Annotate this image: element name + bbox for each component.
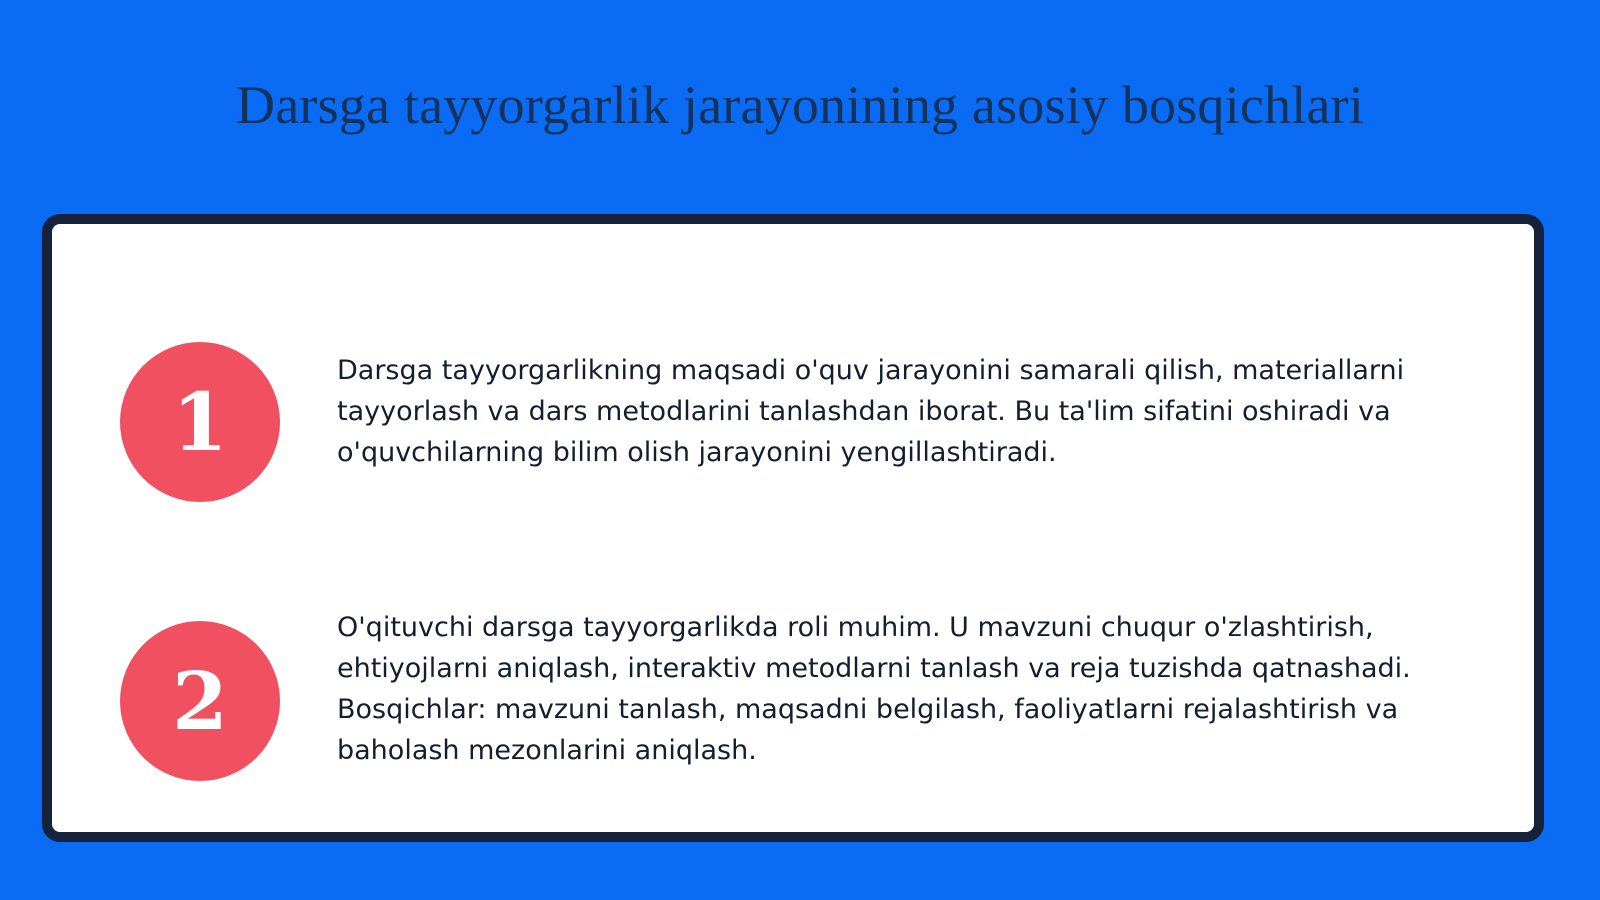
step-number-badge: 1 xyxy=(120,342,280,502)
step-number-badge: 2 xyxy=(120,621,280,781)
slide-title: Darsga tayyorgarlik jarayonining asosiy bosqichlari xyxy=(236,75,1364,135)
content-card xyxy=(42,214,1544,842)
step-description: Darsga tayyorgarlikning maqsadi o'quv jarayonini samarali qilish, materiallarni tayyorlash va dars metodlarini tanlashdan iborat. Bu ta'lim sifatini oshiradi va o'quvchilarning bilim olish jarayonini yengillashtiradi. xyxy=(337,355,1405,468)
step-description: O'qituvchi darsga tayyorgarlikda roli muhim. U mavzuni chuqur o'zlashtirish, ehtiyojlarni aniqlash, interaktiv metodlarni tanlash va reja tuzishda qatnashadi. Bosqichlar: mavzuni tanlash, maqsadni belgilash, faoliyatlarni rejalashtirish va baholash mezonlarini aniqlash. xyxy=(337,612,1411,766)
